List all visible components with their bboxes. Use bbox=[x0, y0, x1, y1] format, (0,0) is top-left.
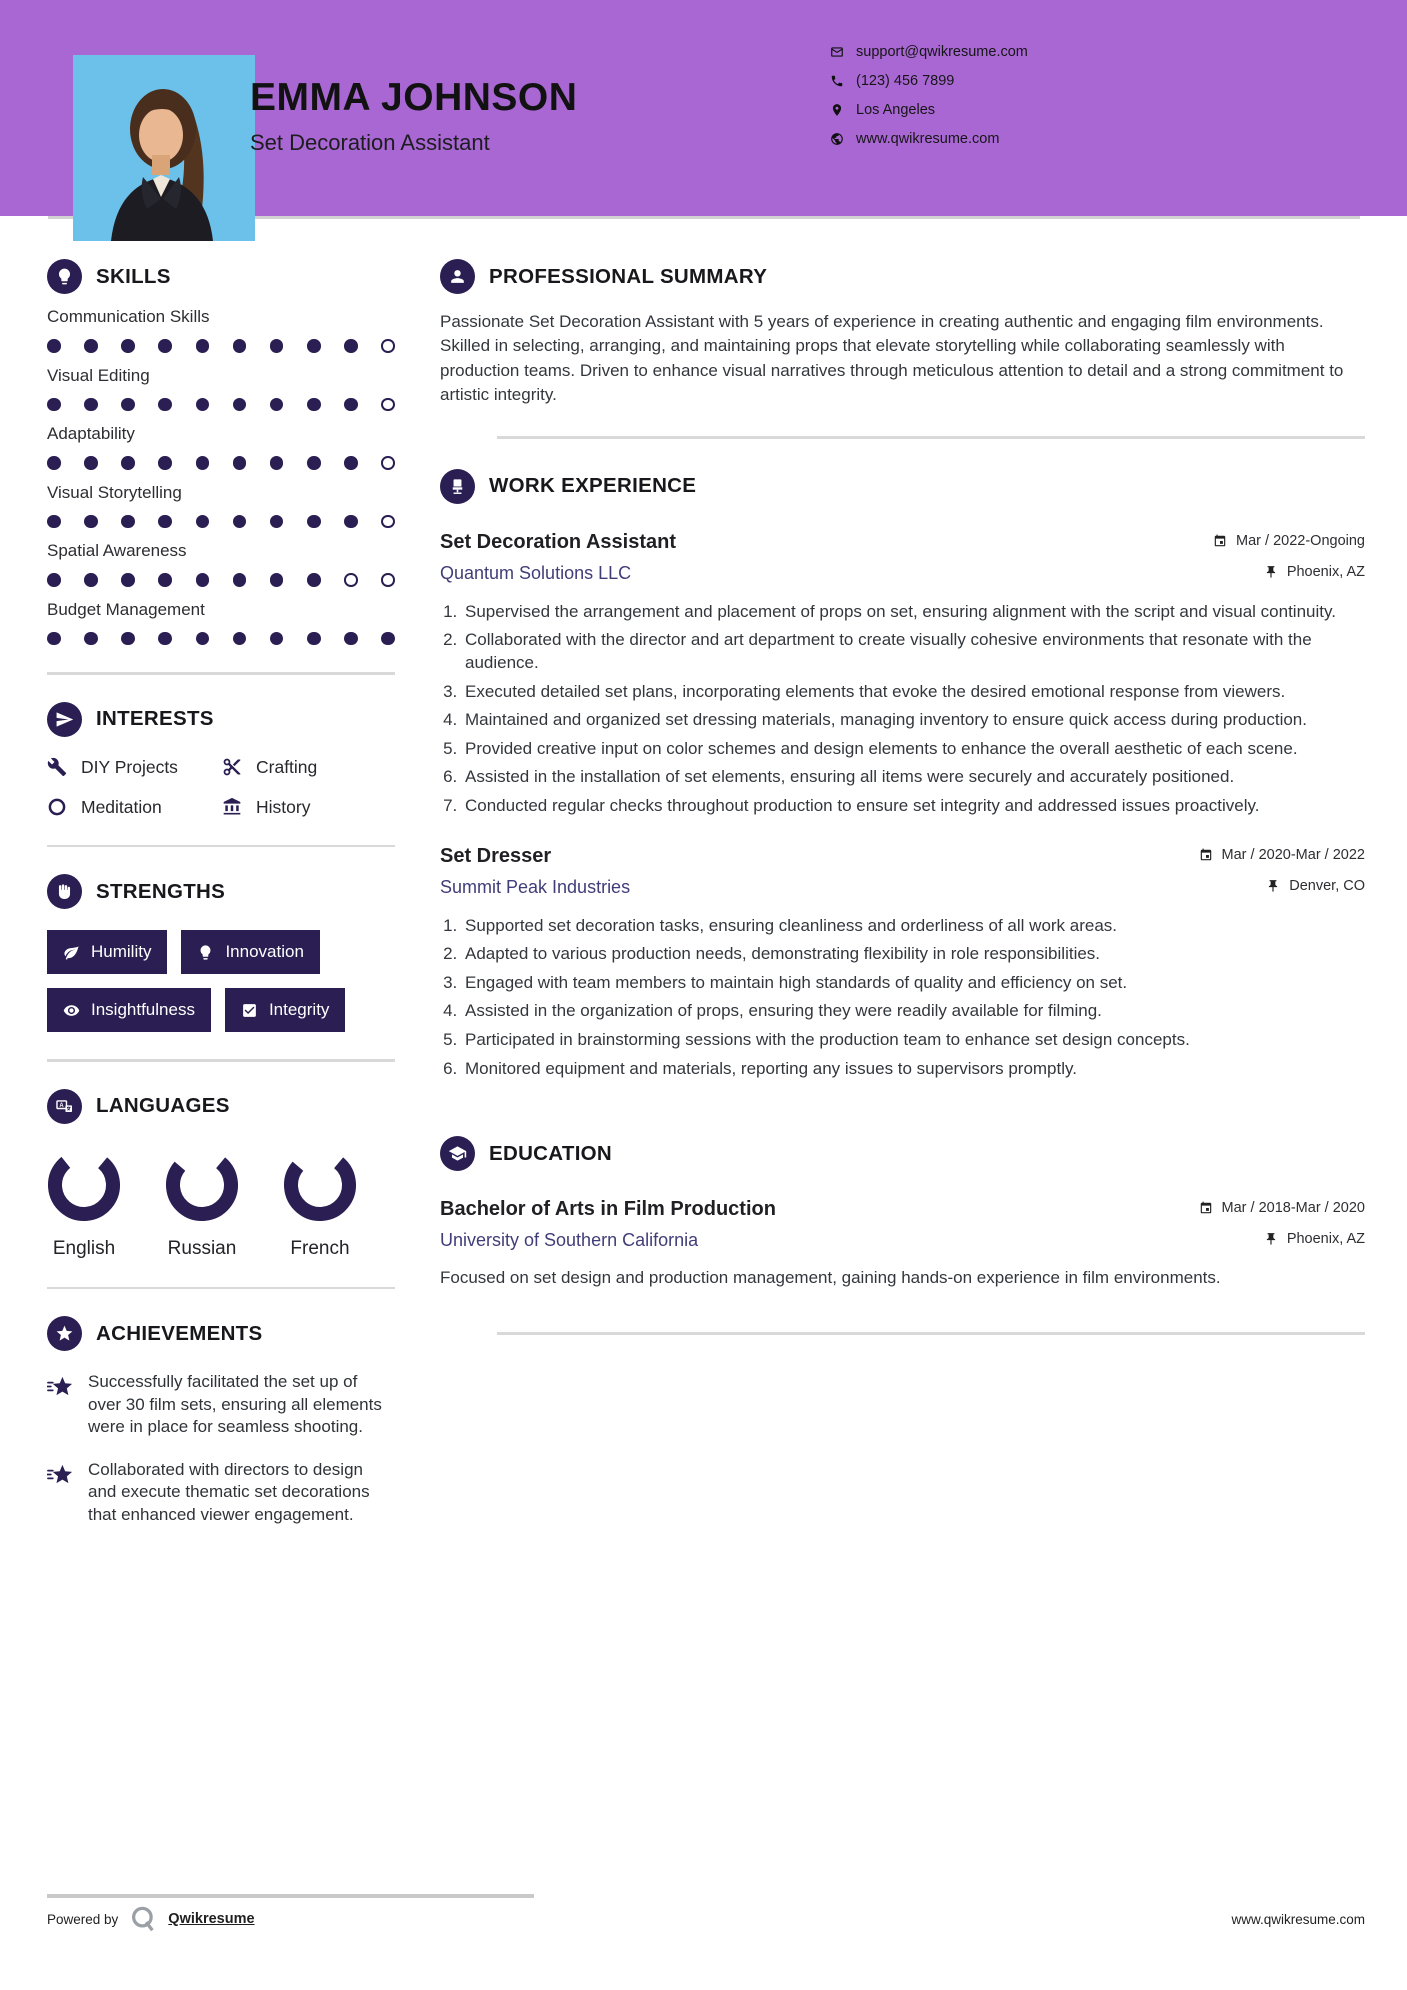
skill-dots bbox=[47, 515, 395, 529]
skill-dot-filled bbox=[47, 515, 61, 529]
achievements-heading: ACHIEVEMENTS bbox=[96, 1321, 263, 1345]
strength-chip bbox=[47, 930, 167, 974]
pin-icon bbox=[1264, 1232, 1278, 1246]
interest-item bbox=[47, 757, 222, 778]
job-bullet: 3. Executed detailed set plans, incorporating elements that evoke the desired emotional response from viewers. bbox=[462, 681, 1365, 704]
skill-dot-filled bbox=[270, 573, 284, 587]
skill-dot-filled bbox=[84, 339, 98, 353]
languages-list bbox=[47, 1148, 395, 1260]
divider bbox=[47, 1059, 395, 1062]
job-company: Quantum Solutions LLC bbox=[440, 562, 632, 583]
skill-dot-filled bbox=[158, 398, 172, 412]
job-bullet: 4. Assisted in the organization of props, ensuring they were readily available for filming. bbox=[462, 1000, 1365, 1023]
skill-dot-filled bbox=[307, 515, 321, 529]
divider bbox=[47, 672, 395, 675]
skill-dot-filled bbox=[233, 573, 247, 587]
candidate-name: EMMA JOHNSON bbox=[250, 76, 578, 119]
strength-label: Insightfulness bbox=[91, 1000, 195, 1019]
achievement-text: Successfully facilitated the set up of over 30 film sets, ensuring all elements were in place for seamless shooting. bbox=[88, 1372, 382, 1437]
job-bullet: 2. Adapted to various production needs, demonstrating flexibility in role responsibilities. bbox=[462, 943, 1365, 966]
woman-portrait-illustration bbox=[73, 55, 255, 241]
candidate-title: Set Decoration Assistant bbox=[250, 130, 490, 155]
skill-dot-filled bbox=[344, 515, 358, 529]
skill-dot-filled bbox=[344, 456, 358, 470]
powered-by-label: Powered by bbox=[47, 1911, 119, 1927]
skill-item bbox=[47, 366, 395, 412]
skill-dot-filled bbox=[270, 515, 284, 529]
location-icon bbox=[830, 103, 844, 117]
skill-dot-filled bbox=[158, 339, 172, 353]
job-dates: Mar / 2022-Ongoing bbox=[1213, 533, 1365, 549]
scissors-icon bbox=[222, 757, 242, 777]
interests-heading: INTERESTS bbox=[96, 707, 214, 730]
strengths-list bbox=[47, 930, 395, 1032]
skill-dots bbox=[47, 339, 395, 353]
skill-dot-filled bbox=[84, 573, 98, 587]
job-bullet: 6. Assisted in the installation of set elements, ensuring all items were securely and accurately positioned. bbox=[462, 766, 1365, 789]
language-label: English bbox=[52, 1237, 116, 1259]
skill-dot-filled bbox=[84, 632, 98, 646]
interest-label: DIY Projects bbox=[81, 756, 178, 777]
interest-item bbox=[47, 797, 222, 818]
skill-item bbox=[47, 424, 395, 470]
skill-dot-filled bbox=[158, 632, 172, 646]
skill-dot-filled bbox=[158, 515, 172, 529]
calendar-icon bbox=[1199, 1201, 1213, 1215]
person-icon bbox=[440, 259, 475, 294]
job-bullet: 4. Maintained and organized set dressing materials, managing inventory to ensure quick access during production. bbox=[462, 709, 1365, 732]
skill-dots bbox=[47, 632, 395, 646]
language-level-arc bbox=[47, 1148, 121, 1222]
shooting-star-icon bbox=[47, 1373, 74, 1400]
qwikresume-link[interactable]: Qwikresume bbox=[168, 1911, 255, 1927]
jobs-list bbox=[440, 531, 1365, 1081]
skill-dots bbox=[47, 573, 395, 587]
skill-dot-filled bbox=[158, 573, 172, 587]
skill-item bbox=[47, 307, 395, 353]
skill-dot-filled bbox=[344, 339, 358, 353]
achievement-item bbox=[47, 1371, 395, 1439]
strengths-heading: STRENGTHS bbox=[96, 879, 226, 903]
skill-dot-filled bbox=[196, 632, 210, 646]
languages-section-header bbox=[47, 1089, 395, 1124]
footer-website[interactable]: www.qwikresume.com bbox=[1231, 1911, 1365, 1927]
skill-dot-empty bbox=[381, 339, 395, 353]
office-chair-icon bbox=[440, 469, 475, 504]
degree-title: Bachelor of Arts in Film Production bbox=[440, 1198, 776, 1221]
skill-dot-filled bbox=[381, 632, 395, 646]
skill-dot-filled bbox=[121, 573, 135, 587]
education-location: Phoenix, AZ bbox=[1264, 1231, 1365, 1247]
education-entry bbox=[440, 1198, 1365, 1290]
job-location: Denver, CO bbox=[1266, 878, 1365, 894]
skill-dots bbox=[47, 398, 395, 412]
job-entry bbox=[440, 531, 1365, 818]
summary-heading: PROFESSIONAL SUMMARY bbox=[489, 264, 768, 288]
skill-dot-filled bbox=[121, 632, 135, 646]
contact-email[interactable] bbox=[830, 44, 1028, 60]
skill-dot-empty bbox=[381, 573, 395, 587]
museum-icon bbox=[222, 797, 242, 817]
skill-dot-filled bbox=[233, 339, 247, 353]
phone-icon bbox=[830, 74, 844, 88]
skill-dot-filled bbox=[196, 339, 210, 353]
skill-dot-filled bbox=[233, 398, 247, 412]
skill-dot-filled bbox=[196, 456, 210, 470]
header-banner bbox=[0, 0, 1407, 216]
skill-dot-filled bbox=[270, 456, 284, 470]
education-heading: EDUCATION bbox=[489, 1141, 613, 1165]
achievement-text: Collaborated with directors to design and execute thematic set decorations that enhanced viewer engagement. bbox=[88, 1459, 370, 1525]
interests-list bbox=[47, 757, 395, 818]
skill-dot-empty bbox=[381, 398, 395, 412]
skill-item bbox=[47, 541, 395, 587]
skill-dot-empty bbox=[381, 456, 395, 470]
divider bbox=[497, 1332, 1365, 1335]
skill-name: Adaptability bbox=[47, 424, 135, 443]
circle-icon bbox=[47, 797, 67, 817]
star-circle-icon bbox=[47, 1316, 82, 1351]
language-label: French bbox=[290, 1237, 350, 1259]
job-company: Summit Peak Industries bbox=[440, 876, 631, 897]
email-icon bbox=[830, 45, 844, 59]
wrench-icon bbox=[47, 757, 67, 777]
job-title: Set Dresser bbox=[440, 844, 552, 867]
language-level-arc bbox=[165, 1148, 239, 1222]
skill-dot-filled bbox=[270, 339, 284, 353]
skill-dot-filled bbox=[84, 515, 98, 529]
skill-dot-filled bbox=[47, 573, 61, 587]
strength-label: Innovation bbox=[225, 942, 304, 961]
shooting-star-icon bbox=[47, 1461, 74, 1488]
skill-dot-filled bbox=[307, 632, 321, 646]
language-item bbox=[283, 1148, 357, 1260]
contact-phone-text: (123) 456 7899 bbox=[856, 73, 955, 89]
strength-chip bbox=[225, 988, 345, 1032]
job-entry bbox=[440, 845, 1365, 1081]
interest-label: History bbox=[256, 796, 311, 817]
job-title: Set Decoration Assistant bbox=[440, 530, 676, 553]
skill-name: Visual Storytelling bbox=[47, 482, 182, 502]
summary-paragraph: Passionate Set Decoration Assistant with 5 years of experience in creating authentic and engaging film environments. Skilled in selecting, arranging, and maintaining props that elevate storytelling while collaborating seamlessly with production teams. Driven to enhance visual narratives through meticulous attention to detail and a strong commitment to artistic integrity. bbox=[440, 312, 1344, 404]
qwikresume-q-icon bbox=[128, 1904, 158, 1934]
strengths-section-header bbox=[47, 874, 395, 909]
job-bullet: 1. Supervised the arrangement and placement of props on set, ensuring alignment with the script and visual continuity. bbox=[462, 601, 1365, 624]
skill-dot-filled bbox=[84, 456, 98, 470]
skill-dot-filled bbox=[307, 339, 321, 353]
skill-dot-filled bbox=[344, 398, 358, 412]
job-bullet: 5. Participated in brainstorming sessions with the production team to enhance set design concepts. bbox=[462, 1029, 1365, 1052]
achievement-item bbox=[47, 1459, 395, 1527]
job-bullet: 2. Collaborated with the director and art department to create visually cohesive environments that resonate with the audience. bbox=[462, 629, 1365, 674]
contact-phone bbox=[830, 73, 1028, 89]
achievements-list bbox=[47, 1371, 395, 1527]
education-dates: Mar / 2018-Mar / 2020 bbox=[1199, 1200, 1365, 1216]
language-level-arc bbox=[283, 1148, 357, 1222]
skill-dot-filled bbox=[307, 573, 321, 587]
skill-dot-empty bbox=[344, 573, 358, 587]
experience-section-header bbox=[440, 469, 1365, 504]
eye-icon bbox=[63, 1002, 80, 1019]
skill-dot-filled bbox=[270, 398, 284, 412]
job-bullet: 5. Provided creative input on color schemes and design elements to enhance the overall aesthetic of each scene. bbox=[462, 738, 1365, 761]
leaf-icon bbox=[63, 944, 80, 961]
skills-section-header bbox=[47, 259, 395, 294]
pin-icon bbox=[1264, 565, 1278, 579]
skill-dot-filled bbox=[158, 456, 172, 470]
paper-plane-icon bbox=[47, 702, 82, 737]
skill-dot-filled bbox=[121, 398, 135, 412]
skill-item bbox=[47, 600, 395, 646]
divider bbox=[497, 436, 1365, 439]
contact-location-text: Los Angeles bbox=[856, 102, 936, 118]
skill-dot-filled bbox=[233, 456, 247, 470]
skill-dot-filled bbox=[121, 515, 135, 529]
education-description: Focused on set design and production management, gaining hands-on experience in film environments. bbox=[440, 1268, 1221, 1288]
job-bullets bbox=[440, 601, 1365, 818]
job-bullet: 3. Engaged with team members to maintain high standards of quality and efficiency on set. bbox=[462, 972, 1365, 995]
job-bullet: 6. Monitored equipment and materials, reporting any issues to supervisors promptly. bbox=[462, 1058, 1365, 1081]
pin-icon bbox=[1266, 879, 1280, 893]
skill-dot-filled bbox=[233, 515, 247, 529]
bulb-icon bbox=[47, 259, 82, 294]
language-label: Russian bbox=[167, 1237, 237, 1259]
summary-section-header bbox=[440, 259, 1365, 294]
language-item bbox=[47, 1148, 121, 1260]
skill-dots bbox=[47, 456, 395, 470]
footer bbox=[47, 1904, 1365, 1934]
skill-name: Visual Editing bbox=[47, 365, 150, 385]
fist-icon bbox=[47, 874, 82, 909]
job-bullet: 7. Conducted regular checks throughout production to ensure set integrity and addressed issues proactively. bbox=[462, 795, 1365, 818]
skill-dot-filled bbox=[121, 456, 135, 470]
footer-divider bbox=[47, 1894, 534, 1898]
svg-text:A: A bbox=[59, 1102, 64, 1109]
school-name: University of Southern California bbox=[440, 1230, 699, 1251]
skill-dot-filled bbox=[47, 339, 61, 353]
bulb-icon bbox=[197, 944, 214, 961]
globe-icon bbox=[830, 132, 844, 146]
skills-heading: SKILLS bbox=[96, 264, 171, 288]
strength-chip bbox=[181, 930, 319, 974]
strength-chip bbox=[47, 988, 211, 1032]
experience-heading: WORK EXPERIENCE bbox=[489, 474, 697, 498]
skill-dot-filled bbox=[47, 632, 61, 646]
translate-icon bbox=[47, 1089, 82, 1124]
skill-dot-filled bbox=[196, 398, 210, 412]
strength-label: Humility bbox=[91, 942, 152, 961]
strength-label: Integrity bbox=[268, 1000, 330, 1019]
left-column bbox=[47, 259, 395, 1527]
skill-dot-filled bbox=[121, 339, 135, 353]
contact-website-text: www.qwikresume.com bbox=[856, 131, 1000, 147]
job-dates: Mar / 2020-Mar / 2022 bbox=[1199, 847, 1365, 863]
contact-email-text: support@qwikresume.com bbox=[856, 44, 1028, 60]
job-location: Phoenix, AZ bbox=[1264, 564, 1365, 580]
interest-item bbox=[222, 797, 395, 818]
job-bullet: 1. Supported set decoration tasks, ensuring cleanliness and orderliness of all work areas. bbox=[462, 915, 1365, 938]
skill-name: Budget Management bbox=[47, 599, 205, 619]
language-item bbox=[165, 1148, 239, 1260]
divider bbox=[47, 1287, 395, 1290]
skill-dot-filled bbox=[307, 456, 321, 470]
right-column bbox=[440, 259, 1365, 1527]
skill-dot-filled bbox=[47, 398, 61, 412]
job-bullets bbox=[440, 915, 1365, 1081]
skill-name: Spatial Awareness bbox=[47, 541, 187, 560]
skill-dot-filled bbox=[84, 398, 98, 412]
skill-dot-filled bbox=[47, 456, 61, 470]
contact-location bbox=[830, 102, 1028, 118]
skill-dot-filled bbox=[196, 515, 210, 529]
interest-item bbox=[222, 757, 395, 778]
achievements-section-header bbox=[47, 1316, 395, 1351]
skill-name: Communication Skills bbox=[47, 307, 210, 326]
divider bbox=[47, 845, 395, 848]
skill-dot-filled bbox=[196, 573, 210, 587]
calendar-icon bbox=[1199, 848, 1213, 862]
interests-section-header bbox=[47, 702, 395, 737]
graduation-cap-icon bbox=[440, 1136, 475, 1171]
skill-dot-filled bbox=[344, 632, 358, 646]
contact-website[interactable] bbox=[830, 131, 1028, 147]
skill-dot-filled bbox=[307, 398, 321, 412]
interest-label: Crafting bbox=[256, 756, 318, 777]
skill-dot-filled bbox=[270, 632, 284, 646]
interest-label: Meditation bbox=[81, 796, 162, 817]
profile-photo bbox=[73, 55, 255, 241]
skill-dot-empty bbox=[381, 515, 395, 529]
languages-heading: LANGUAGES bbox=[96, 1094, 230, 1117]
calendar-icon bbox=[1213, 534, 1227, 548]
education-section-header bbox=[440, 1136, 1365, 1171]
skill-dot-filled bbox=[233, 632, 247, 646]
contact-list bbox=[830, 44, 1028, 147]
skill-item bbox=[47, 483, 395, 529]
skills-list bbox=[47, 307, 395, 645]
check-square-icon bbox=[241, 1002, 258, 1019]
